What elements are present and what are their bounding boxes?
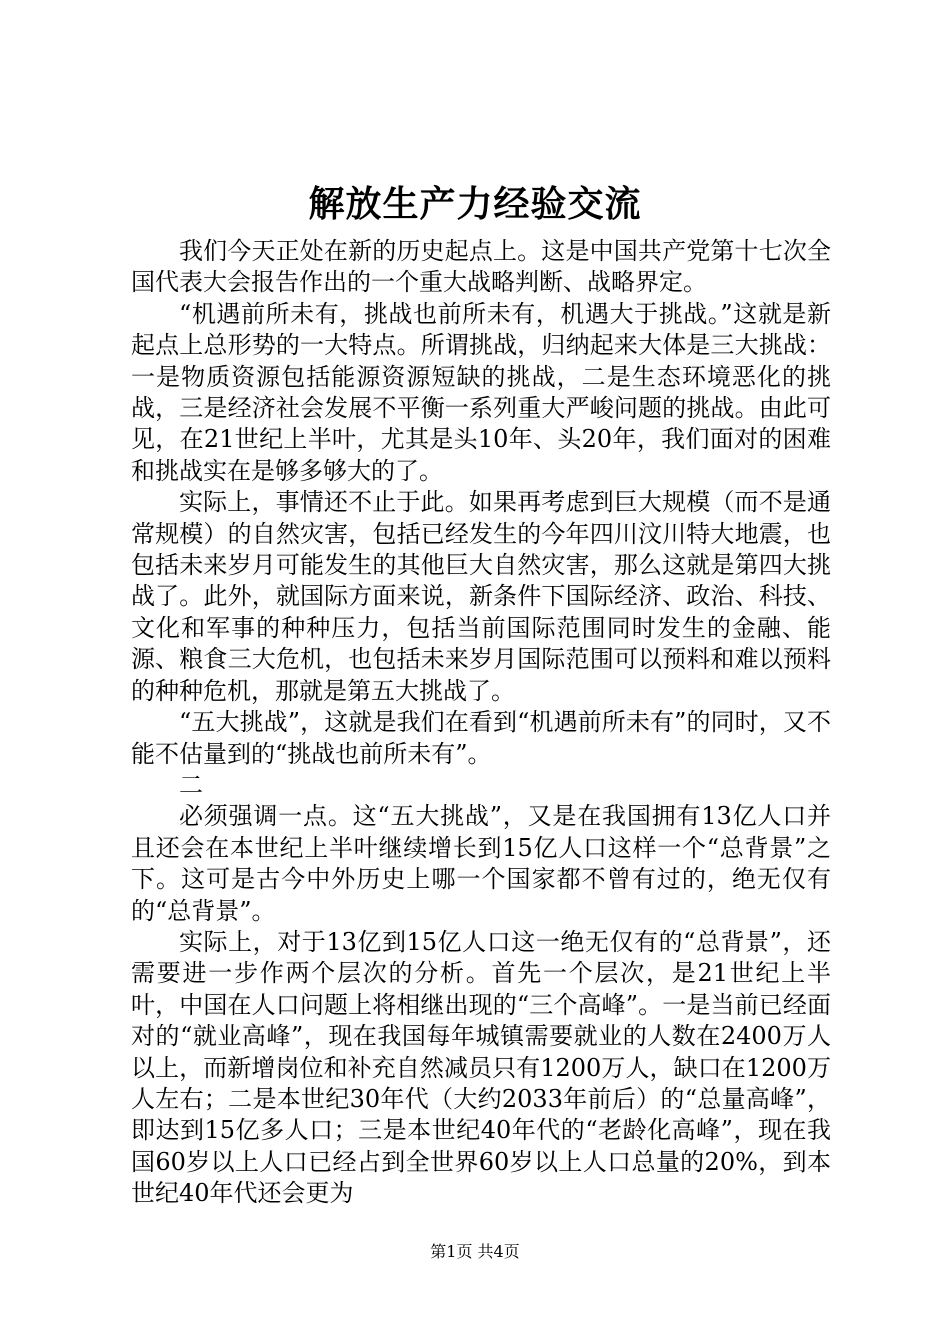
paragraph-6: 实际上，对于13亿到15亿人口这一绝无仅有的“总背景”，还需要进一步作两个层次的分析。首先一个层次，是21世纪上半叶，中国在人口问题上将相继出现的“三个高峰”。一是当前已经面对的“就业高峰”，现在我国每年城镇需要就业的人数在2400万人以上，而新增岗位和补充自然减员只有1200万人，缺口在1200万人左右；二是本世纪30年代（大约2033年前后）的“总量高峰”，即达到15亿多人口；三是本世纪40年代的“老龄化高峰”，现在我国60岁以上人口已经占到全世界60岁以上人口总量的20%，到本世纪40年代还会更为 (131, 927, 831, 1208)
document-title: 解放生产力经验交流 (308, 183, 642, 225)
paragraph-3: 实际上，事情还不止于此。如果再考虑到巨大规模（而不是通常规模）的自然灾害，包括已经发生的今年四川汶川特大地震，也包括未来岁月可能发生的其他巨大自然灾害，那么这就是第四大挑战了。此外，就国际方面来说，新条件下国际经济、政治、科技、文化和军事的种种压力，包括当前国际范围同时发生的金融、能源、粮食三大危机，也包括未来岁月国际范围可以预料和难以预料的种种危机，那就是第五大挑战了。 (131, 488, 831, 705)
paragraph-5: 必须强调一点。这“五大挑战”，又是在我国拥有13亿人口并且还会在本世纪上半叶继续增长到15亿人口这样一个“总背景”之下。这可是古今中外历史上哪一个国家都不曾有过的，绝无仅有的“总背景”。 (131, 802, 831, 925)
section-heading-two: 二 (179, 770, 203, 799)
paragraph-2: “机遇前所未有，挑战也前所未有，机遇大于挑战。”这就是新起点上总形势的一大特点。所谓挑战，归纳起来大体是三大挑战：一是物质资源包括能源资源短缺的挑战，二是生态环境恶化的挑战，三是经济社会发展不平衡一系列重大严峻问题的挑战。由此可见，在21世纪上半叶，尤其是头10年、头20年，我们面对的困难和挑战实在是够多够大的了。 (131, 299, 831, 485)
document-body (131, 236, 831, 1210)
page-footer: 第1页 共4页 (430, 1242, 520, 1261)
paragraph-1: 我们今天正处在新的历史起点上。这是中国共产党第十七次全国代表大会报告作出的一个重大战略判断、战略界定。 (131, 237, 831, 297)
paragraph-4: “五大挑战”，这就是我们在看到“机遇前所未有”的同时，又不能不估量到的“挑战也前所未有”。 (131, 708, 831, 768)
